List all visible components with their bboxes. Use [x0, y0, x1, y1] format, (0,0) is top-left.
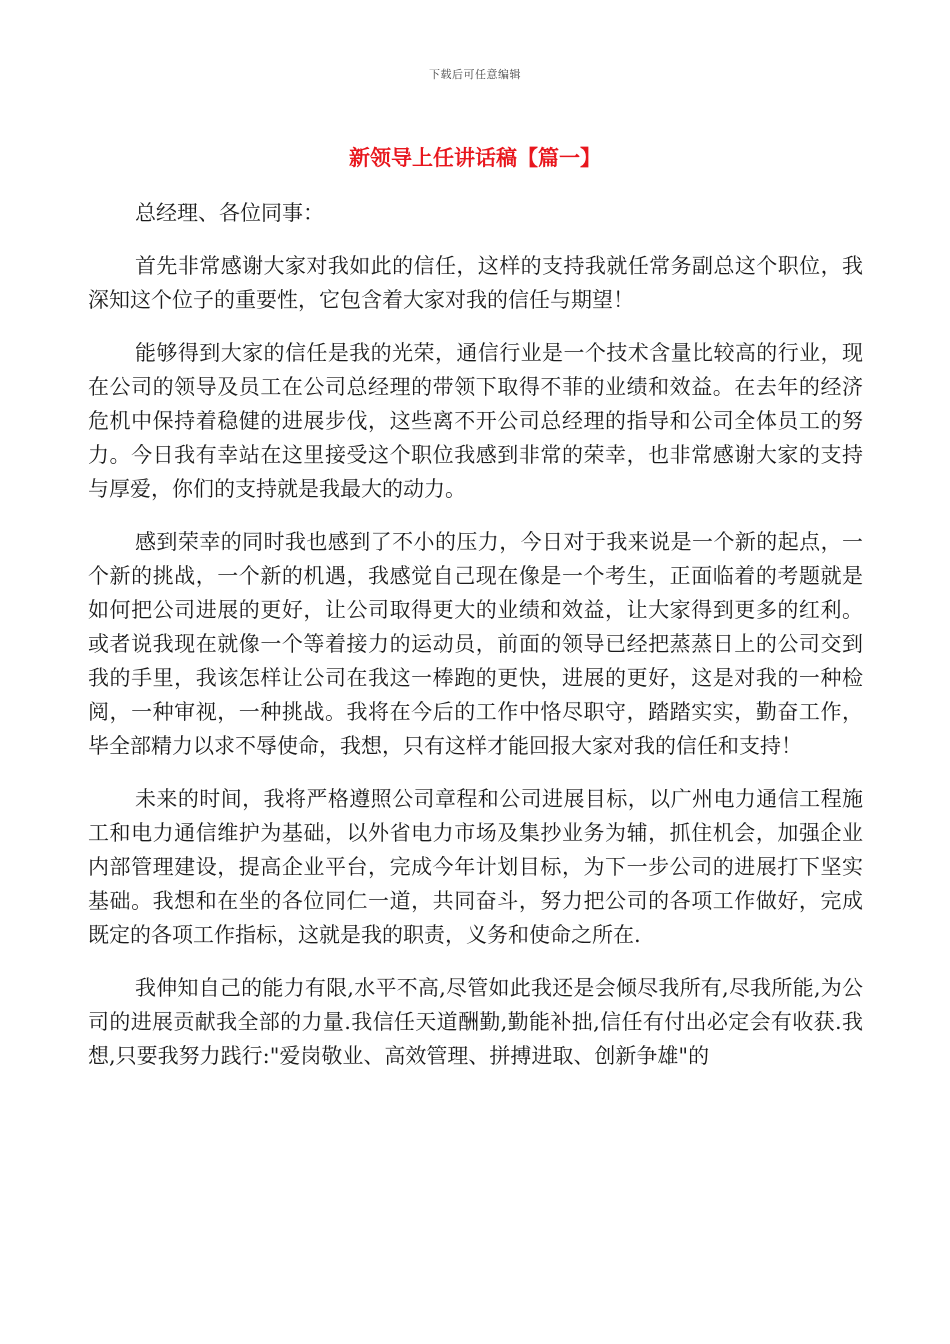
paragraph-3: 感到荣幸的同时我也感到了不小的压力，今日对于我来说是一个新的起点，一个新的挑战，一个新的机遇，我感觉自己现在像是一个考生，正面临着的考题就是如何把公司进展的更好，让公司取得更大的业绩和效益，让大家得到更多的红利。或者说我现在就像一个等着接力的运动员，前面的领导已经把蒸蒸日上的公司交到我的手里，我该怎样让公司在我这一棒跑的更快，进展的更好，这是对我的一种检阅，一种审视，一种挑战。我将在今后的工作中恪尽职守，踏踏实实，勤奋工作，毕全部精力以求不辱使命，我想，只有这样才能回报大家对我的信任和支持！: [88, 530, 863, 758]
paragraph-4: 未来的时间，我将严格遵照公司章程和公司进展目标，以广州电力通信工程施工和电力通信维护为基础，以外省电力市场及集抄业务为辅，抓住机会，加强企业内部管理建设，提高企业平台，完成今年计划目标，为下一步公司的进展打下坚实基础。我想和在坐的各位同仁一道，共同奋斗，努力把公司的各项工作做好，完成既定的各项工作指标，这就是我的职责，义务和使命之所在.: [88, 787, 863, 947]
document-body: [88, 196, 863, 1092]
paragraph-5: 我伸知自己的能力有限,水平不高,尽管如此我还是会倾尽我所有,尽我所能,为公司的进展贡献我全部的力量.我信任天道酬勤,勤能补拙,信任有付出必定会有收获.我想,只要我努力践行:"爱岗敬业、高效管理、拼搏进取、创新争雄"的: [88, 976, 863, 1068]
salutation: 总经理、各位同事：: [135, 201, 324, 225]
header-note: 下载后可任意编辑: [429, 68, 521, 81]
paragraph-1: 首先非常感谢大家对我如此的信任，这样的支持我就任常务副总这个职位，我深知这个位子的重要性，它包含着大家对我的信任与期望！: [88, 254, 863, 312]
paragraph-2: 能够得到大家的信任是我的光荣，通信行业是一个技术含量比较高的行业，现在公司的领导及员工在公司总经理的带领下取得不菲的业绩和效益。在去年的经济危机中保持着稳健的进展步伐，这些离不开公司总经理的指导和公司全体员工的努力。今日我有幸站在这里接受这个职位我感到非常的荣幸，也非常感谢大家的支持与厚爱，你们的支持就是我最大的动力。: [88, 341, 863, 501]
document-title: 新领导上任讲话稿【篇一】: [349, 146, 601, 170]
